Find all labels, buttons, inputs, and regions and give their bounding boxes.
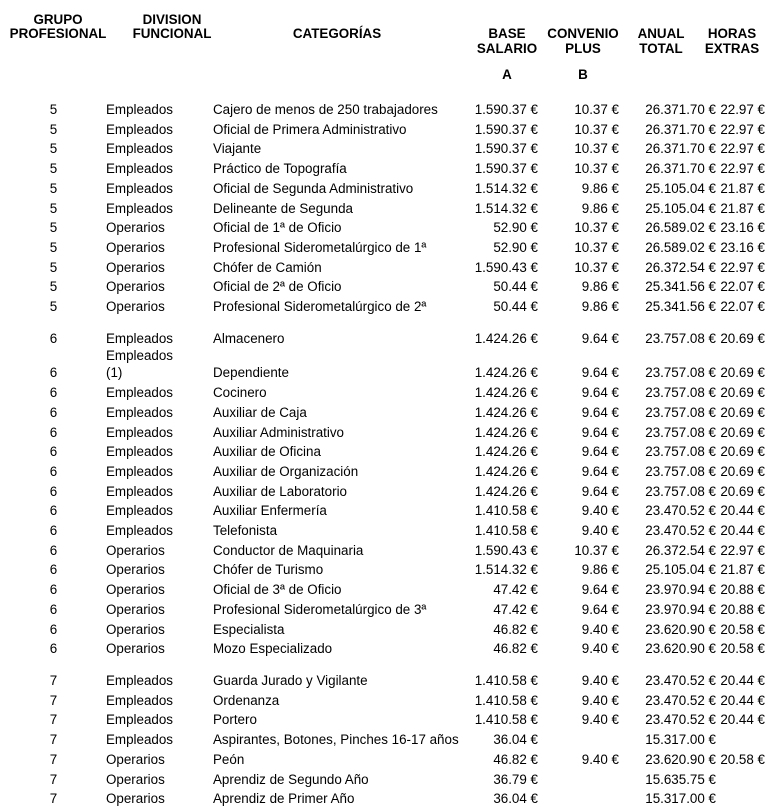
cell-grupo-profesional: 7 bbox=[49, 712, 58, 728]
cell-horas-extras: 23.16 € bbox=[720, 239, 765, 255]
cell-division-funcional: Empleados bbox=[106, 732, 173, 748]
cell-division-funcional: Operarios bbox=[106, 239, 165, 255]
cell-grupo-profesional: 7 bbox=[49, 791, 58, 807]
table-row bbox=[1, 541, 766, 561]
cell-categoria: Auxiliar de Laboratorio bbox=[213, 483, 347, 499]
cell-division-funcional: Operarios bbox=[106, 279, 165, 295]
cell-grupo-profesional: 5 bbox=[49, 141, 58, 157]
cell-anual-total: 23.757.08 € bbox=[645, 483, 716, 499]
cell-anual-total: 23.620.90 € bbox=[645, 751, 716, 767]
table-row bbox=[1, 462, 766, 482]
table-row bbox=[1, 691, 766, 711]
cell-anual-total: 23.620.90 € bbox=[645, 621, 716, 637]
cell-anual-total: 25.105.04 € bbox=[645, 562, 716, 578]
cell-anual-total: 23.757.08 € bbox=[645, 424, 716, 440]
cell-horas-extras: 22.97 € bbox=[720, 542, 765, 558]
cell-anual-total: 23.470.52 € bbox=[645, 503, 716, 519]
cell-base-salario: 1.514.32 € bbox=[474, 180, 538, 196]
cell-base-salario: 1.424.26 € bbox=[474, 365, 538, 381]
table-row bbox=[1, 501, 766, 521]
cell-base-salario: 47.42 € bbox=[493, 601, 538, 617]
cell-grupo-profesional: 6 bbox=[49, 385, 58, 401]
table-row bbox=[1, 639, 766, 659]
cell-anual-total: 26.371.70 € bbox=[645, 102, 716, 117]
cell-grupo-profesional: 5 bbox=[49, 121, 58, 137]
cell-horas-extras: 21.87 € bbox=[720, 180, 765, 196]
cell-categoria: Auxiliar Administrativo bbox=[213, 424, 344, 440]
cell-anual-total: 15.317.00 € bbox=[645, 732, 716, 748]
cell-base-salario: 1.590.37 € bbox=[474, 102, 538, 117]
table-row bbox=[1, 789, 766, 809]
cell-base-salario: 1.590.37 € bbox=[474, 141, 538, 157]
table-row bbox=[1, 297, 766, 317]
cell-base-salario: 36.04 € bbox=[493, 791, 538, 807]
cell-horas-extras: 20.88 € bbox=[720, 582, 765, 598]
cell-division-funcional: Empleados bbox=[106, 483, 173, 499]
cell-grupo-profesional: 6 bbox=[49, 562, 58, 578]
cell-horas-extras: 20.44 € bbox=[720, 503, 765, 519]
cell-horas-extras: 22.97 € bbox=[720, 141, 765, 157]
cell-convenio-plus bbox=[538, 770, 619, 790]
cell-horas-extras: 22.07 € bbox=[720, 279, 765, 295]
cell-base-salario: 1.424.26 € bbox=[474, 444, 538, 460]
cell-anual-total: 23.970.94 € bbox=[645, 582, 716, 598]
cell-division-funcional: Empleados bbox=[106, 404, 173, 420]
cell-horas-extras: 20.58 € bbox=[720, 621, 765, 637]
table-row bbox=[1, 383, 766, 403]
cell-horas-extras: 20.69 € bbox=[720, 463, 765, 479]
header-anual-line2: TOTAL bbox=[639, 41, 683, 56]
cell-anual-total: 26.371.70 € bbox=[645, 141, 716, 157]
cell-division-funcional: Empleados bbox=[106, 672, 173, 688]
group-6 bbox=[0, 329, 766, 659]
cell-categoria: Chófer de Camión bbox=[213, 259, 322, 275]
cell-convenio-plus: 10.37 € bbox=[574, 542, 619, 558]
table-row bbox=[1, 159, 766, 179]
cell-division-funcional: Empleados Empleados bbox=[106, 329, 213, 364]
cell-horas-extras bbox=[716, 770, 765, 790]
cell-base-salario: 52.90 € bbox=[493, 239, 538, 255]
cell-convenio-plus: 10.37 € bbox=[574, 121, 619, 137]
cell-base-salario: 36.04 € bbox=[493, 732, 538, 748]
cell-grupo-profesional: 6 bbox=[49, 463, 58, 479]
cell-division-funcional: Operarios bbox=[106, 601, 165, 617]
cell-division-funcional: (1) bbox=[106, 365, 123, 381]
table-row bbox=[1, 580, 766, 600]
table-row bbox=[1, 139, 766, 159]
table-row bbox=[1, 600, 766, 620]
table-row bbox=[1, 730, 766, 750]
cell-convenio-plus: 9.64 € bbox=[581, 582, 619, 598]
header-division-line2: FUNCIONAL bbox=[132, 26, 212, 41]
cell-grupo-profesional: 5 bbox=[49, 200, 58, 216]
cell-horas-extras: 20.88 € bbox=[720, 601, 765, 617]
cell-division-funcional: Operarios bbox=[106, 582, 165, 598]
table-row bbox=[1, 120, 766, 140]
header-base-line2: SALARIO bbox=[476, 41, 538, 56]
cell-horas-extras: 23.16 € bbox=[720, 220, 765, 236]
cell-horas-extras: 22.97 € bbox=[720, 102, 765, 117]
header-convenio-line2: PLUS bbox=[565, 41, 601, 56]
cell-division-funcional: Operarios bbox=[106, 259, 165, 275]
table-row bbox=[1, 671, 766, 691]
cell-categoria: Conductor de Maquinaria bbox=[213, 542, 364, 558]
table-row bbox=[1, 620, 766, 640]
cell-convenio-plus: 9.64 € bbox=[581, 601, 619, 617]
cell-base-salario: 1.410.58 € bbox=[474, 712, 538, 728]
cell-convenio-plus: 9.40 € bbox=[581, 621, 619, 637]
header-grupo-line2: PROFESIONAL bbox=[9, 26, 107, 41]
cell-categoria: Profesional Siderometalúrgico de 3ª bbox=[213, 601, 427, 617]
header-convenio-line1: CONVENIO bbox=[547, 26, 619, 41]
cell-division-funcional: Empleados bbox=[106, 200, 173, 216]
table-row bbox=[1, 179, 766, 199]
cell-base-salario: 1.590.37 € bbox=[474, 121, 538, 137]
cell-anual-total: 26.371.70 € bbox=[645, 161, 716, 177]
cell-horas-extras: 20.69 € bbox=[720, 365, 765, 381]
cell-grupo-profesional: 6 bbox=[49, 523, 58, 539]
cell-convenio-plus: 9.64 € bbox=[581, 365, 619, 381]
group-5 bbox=[0, 100, 766, 317]
cell-grupo-profesional: 5 bbox=[49, 161, 58, 177]
cell-convenio-plus: 9.86 € bbox=[581, 562, 619, 578]
table-row bbox=[1, 423, 766, 443]
table-body bbox=[0, 100, 766, 809]
cell-grupo-profesional: 6 bbox=[49, 641, 58, 657]
cell-anual-total: 23.757.08 € bbox=[645, 404, 716, 420]
table-row bbox=[1, 218, 766, 238]
header-base-sub-a: A bbox=[502, 67, 512, 82]
cell-anual-total: 26.372.54 € bbox=[645, 542, 716, 558]
cell-horas-extras: 20.44 € bbox=[720, 523, 765, 539]
cell-horas-extras: 20.69 € bbox=[720, 330, 765, 346]
cell-base-salario: 50.44 € bbox=[493, 279, 538, 295]
cell-convenio-plus: 10.37 € bbox=[574, 141, 619, 157]
cell-horas-extras: 20.44 € bbox=[720, 712, 765, 728]
cell-division-funcional: Empleados bbox=[106, 444, 173, 460]
cell-categoria: Oficial de 2ª de Oficio bbox=[213, 279, 342, 295]
cell-grupo-profesional: 5 bbox=[49, 239, 58, 255]
cell-categoria: Oficial de Segunda Administrativo bbox=[213, 180, 414, 196]
cell-horas-extras: 20.69 € bbox=[720, 483, 765, 499]
cell-categoria: Profesional Siderometalúrgico de 1ª bbox=[213, 239, 427, 255]
cell-base-salario: 1.410.58 € bbox=[474, 523, 538, 539]
cell-grupo-profesional: 6 bbox=[49, 582, 58, 598]
cell-division-funcional: Empleados bbox=[106, 523, 173, 539]
cell-base-salario: 46.82 € bbox=[493, 751, 538, 767]
cell-convenio-plus: 9.64 € bbox=[581, 385, 619, 401]
cell-anual-total: 25.341.56 € bbox=[645, 299, 716, 315]
cell-convenio-plus: 9.64 € bbox=[581, 424, 619, 440]
cell-base-salario: 1.410.58 € bbox=[474, 503, 538, 519]
cell-base-salario: 1.410.58 € bbox=[474, 672, 538, 688]
cell-grupo-profesional: 5 bbox=[49, 279, 58, 295]
cell-categoria: Portero bbox=[213, 712, 257, 728]
cell-grupo-profesional: 7 bbox=[49, 751, 58, 767]
cell-categoria: Mozo Especializado bbox=[213, 641, 333, 657]
cell-anual-total: 23.470.52 € bbox=[645, 672, 716, 688]
cell-categoria: Oficial de 1ª de Oficio bbox=[213, 220, 342, 236]
cell-base-salario: 1.424.26 € bbox=[474, 483, 538, 499]
cell-division-funcional: Empleados bbox=[106, 385, 173, 401]
cell-categoria: Aprendiz de Segundo Año bbox=[213, 771, 369, 787]
cell-anual-total: 23.970.94 € bbox=[645, 601, 716, 617]
cell-grupo-profesional: 7 bbox=[49, 771, 58, 787]
cell-categoria: Guarda Jurado y Vigilante bbox=[213, 672, 368, 688]
cell-categoria: Oficial de Primera Administrativo bbox=[213, 121, 407, 137]
cell-base-salario: 1.590.43 € bbox=[474, 542, 538, 558]
cell-categoria: Viajante bbox=[213, 141, 262, 157]
cell-base-salario: 36.79 € bbox=[493, 771, 538, 787]
header-anual-line1: ANUAL bbox=[637, 26, 685, 41]
table-row bbox=[1, 482, 766, 502]
cell-categoria: Cajero de menos de 250 trabajadores bbox=[213, 102, 438, 117]
cell-anual-total: 23.757.08 € bbox=[645, 385, 716, 401]
cell-base-salario: 1.514.32 € bbox=[474, 200, 538, 216]
table-row bbox=[1, 560, 766, 580]
cell-grupo-profesional: 6 bbox=[49, 503, 58, 519]
cell-anual-total: 26.372.54 € bbox=[645, 259, 716, 275]
cell-convenio-plus: 9.86 € bbox=[581, 200, 619, 216]
header-horas-line1: HORAS bbox=[707, 26, 757, 41]
cell-division-funcional: Operarios bbox=[106, 771, 165, 787]
cell-grupo-profesional: 6 bbox=[49, 330, 58, 346]
cell-horas-extras: 20.69 € bbox=[720, 424, 765, 440]
cell-categoria: Dependiente bbox=[213, 365, 289, 381]
cell-grupo-profesional: 5 bbox=[49, 180, 58, 196]
cell-grupo-profesional: 6 bbox=[49, 404, 58, 420]
cell-convenio-plus: 9.64 € bbox=[581, 444, 619, 460]
cell-convenio-plus: 9.64 € bbox=[581, 330, 619, 346]
group-7 bbox=[0, 671, 766, 809]
cell-categoria: Telefonista bbox=[213, 523, 278, 539]
cell-horas-extras bbox=[716, 730, 765, 750]
cell-anual-total: 26.371.70 € bbox=[645, 121, 716, 137]
cell-division-funcional: Operarios bbox=[106, 220, 165, 236]
cell-categoria: Aprendiz de Primer Año bbox=[213, 791, 355, 807]
cell-horas-extras: 20.69 € bbox=[720, 404, 765, 420]
cell-grupo-profesional: 6 bbox=[49, 424, 58, 440]
cell-categoria: Ordenanza bbox=[213, 692, 280, 708]
header-base-line1: BASE bbox=[488, 26, 526, 41]
cell-anual-total: 23.620.90 € bbox=[645, 641, 716, 657]
cell-base-salario: 1.514.32 € bbox=[474, 562, 538, 578]
table-row bbox=[1, 277, 766, 297]
cell-grupo-profesional: 5 bbox=[49, 299, 58, 315]
table-row bbox=[1, 710, 766, 730]
cell-convenio-plus bbox=[538, 789, 619, 809]
cell-division-funcional: Empleados bbox=[106, 712, 173, 728]
cell-categoria: Cocinero bbox=[213, 385, 267, 401]
table-row bbox=[1, 258, 766, 278]
cell-grupo-profesional: 7 bbox=[49, 732, 58, 748]
cell-anual-total: 23.757.08 € bbox=[645, 444, 716, 460]
cell-categoria: Auxiliar Enfermería bbox=[213, 503, 327, 519]
cell-categoria: Chófer de Turismo bbox=[213, 562, 324, 578]
table-row bbox=[1, 199, 766, 219]
cell-horas-extras: 20.58 € bbox=[720, 641, 765, 657]
cell-base-salario: 1.424.26 € bbox=[474, 385, 538, 401]
cell-anual-total: 25.105.04 € bbox=[645, 180, 716, 196]
cell-horas-extras: 20.44 € bbox=[720, 672, 765, 688]
cell-convenio-plus: 10.37 € bbox=[574, 220, 619, 236]
cell-convenio-plus: 9.86 € bbox=[581, 180, 619, 196]
cell-division-funcional: Empleados bbox=[106, 463, 173, 479]
cell-anual-total: 25.341.56 € bbox=[645, 279, 716, 295]
cell-convenio-plus: 9.40 € bbox=[581, 751, 619, 767]
cell-base-salario: 1.590.43 € bbox=[474, 259, 538, 275]
cell-convenio-plus: 9.40 € bbox=[581, 672, 619, 688]
cell-categoria: Oficial de 3ª de Oficio bbox=[213, 582, 342, 598]
cell-convenio-plus: 9.40 € bbox=[581, 503, 619, 519]
cell-grupo-profesional: 7 bbox=[49, 692, 58, 708]
table-row bbox=[1, 363, 766, 383]
table-row bbox=[1, 403, 766, 423]
cell-grupo-profesional: 6 bbox=[49, 483, 58, 499]
cell-horas-extras: 21.87 € bbox=[720, 562, 765, 578]
cell-grupo-profesional: 6 bbox=[49, 621, 58, 637]
header-horas-line2: EXTRAS bbox=[704, 41, 760, 56]
cell-grupo-profesional: 6 bbox=[49, 601, 58, 617]
cell-anual-total: 23.470.52 € bbox=[645, 692, 716, 708]
cell-grupo-profesional: 5 bbox=[49, 220, 58, 236]
cell-grupo-profesional: 6 bbox=[49, 444, 58, 460]
cell-categoria: Peón bbox=[213, 751, 245, 767]
cell-grupo-profesional: 5 bbox=[49, 259, 58, 275]
cell-convenio-plus: 10.37 € bbox=[574, 239, 619, 255]
cell-grupo-profesional: 6 bbox=[49, 542, 58, 558]
cell-division-funcional: Empleados bbox=[106, 102, 173, 117]
cell-division-funcional: Operarios bbox=[106, 621, 165, 637]
cell-horas-extras: 22.97 € bbox=[720, 259, 765, 275]
header-convenio-sub-b: B bbox=[578, 67, 588, 82]
cell-horas-extras: 20.69 € bbox=[720, 385, 765, 401]
cell-categoria: Auxiliar de Caja bbox=[213, 404, 307, 420]
cell-horas-extras bbox=[716, 789, 765, 809]
cell-anual-total: 23.470.52 € bbox=[645, 523, 716, 539]
cell-base-salario: 46.82 € bbox=[493, 641, 538, 657]
cell-division-funcional: Operarios bbox=[106, 562, 165, 578]
table-row bbox=[1, 238, 766, 258]
cell-horas-extras: 20.69 € bbox=[720, 444, 765, 460]
cell-horas-extras: 22.97 € bbox=[720, 121, 765, 137]
cell-base-salario: 50.44 € bbox=[493, 299, 538, 315]
cell-base-salario: 1.424.26 € bbox=[474, 404, 538, 420]
cell-division-extra-line: Empleados bbox=[106, 348, 173, 364]
cell-horas-extras: 22.97 € bbox=[720, 161, 765, 177]
cell-division-funcional: Operarios bbox=[106, 641, 165, 657]
cell-convenio-plus: 9.86 € bbox=[581, 299, 619, 315]
cell-categoria: Auxiliar de Organización bbox=[213, 463, 359, 479]
cell-convenio-plus: 9.40 € bbox=[581, 692, 619, 708]
cell-convenio-plus: 9.64 € bbox=[581, 404, 619, 420]
cell-base-salario: 47.42 € bbox=[493, 582, 538, 598]
cell-division-funcional: Operarios bbox=[106, 751, 165, 767]
cell-base-salario: 1.424.26 € bbox=[474, 330, 538, 346]
cell-horas-extras: 20.58 € bbox=[720, 751, 765, 767]
cell-anual-total: 23.757.08 € bbox=[645, 463, 716, 479]
cell-anual-total: 26.589.02 € bbox=[645, 239, 716, 255]
cell-anual-total: 15.635.75 € bbox=[645, 771, 716, 787]
table-row bbox=[1, 750, 766, 770]
cell-base-salario: 1.424.26 € bbox=[474, 424, 538, 440]
cell-grupo-profesional: 6 bbox=[49, 365, 58, 381]
cell-division-funcional: Operarios bbox=[106, 542, 165, 558]
cell-categoria: Almacenero bbox=[213, 330, 285, 346]
cell-division-funcional: Empleados bbox=[106, 141, 173, 157]
cell-horas-extras: 20.44 € bbox=[720, 692, 765, 708]
cell-grupo-profesional: 7 bbox=[49, 672, 58, 688]
cell-categoria: Aspirantes, Botones, Pinches 16-17 años bbox=[213, 732, 459, 748]
table-header bbox=[0, 0, 766, 100]
cell-horas-extras: 22.07 € bbox=[720, 299, 765, 315]
cell-base-salario: 46.82 € bbox=[493, 621, 538, 637]
cell-categoria: Especialista bbox=[213, 621, 285, 637]
cell-anual-total: 23.757.08 € bbox=[645, 330, 716, 346]
cell-convenio-plus: 9.64 € bbox=[581, 463, 619, 479]
cell-horas-extras: 21.87 € bbox=[720, 200, 765, 216]
table-row bbox=[1, 770, 766, 790]
cell-convenio-plus: 10.37 € bbox=[574, 259, 619, 275]
cell-convenio-plus: 10.37 € bbox=[574, 161, 619, 177]
cell-grupo-profesional: 5 bbox=[49, 102, 58, 117]
cell-base-salario: 1.410.58 € bbox=[474, 692, 538, 708]
cell-anual-total: 25.105.04 € bbox=[645, 200, 716, 216]
cell-division-funcional: Empleados bbox=[106, 180, 173, 196]
cell-convenio-plus: 10.37 € bbox=[574, 102, 619, 117]
cell-base-salario: 1.424.26 € bbox=[474, 463, 538, 479]
cell-categoria: Práctico de Topografía bbox=[213, 161, 347, 177]
cell-convenio-plus bbox=[538, 730, 619, 750]
cell-categoria: Auxiliar de Oficina bbox=[213, 444, 321, 460]
cell-division-funcional: Empleados bbox=[106, 692, 173, 708]
cell-categoria: Delineante de Segunda bbox=[213, 200, 353, 216]
cell-division-funcional: Empleados bbox=[106, 503, 173, 519]
cell-anual-total: 15.317.00 € bbox=[645, 791, 716, 807]
cell-convenio-plus: 9.64 € bbox=[581, 483, 619, 499]
table-row bbox=[1, 521, 766, 541]
cell-division-funcional: Empleados bbox=[106, 161, 173, 177]
header-division-line1: DIVISION bbox=[142, 12, 202, 27]
header-grupo-line1: GRUPO bbox=[33, 12, 83, 27]
cell-division-funcional: Operarios bbox=[106, 791, 165, 807]
table-row bbox=[1, 329, 766, 364]
cell-base-salario: 52.90 € bbox=[493, 220, 538, 236]
cell-anual-total: 23.757.08 € bbox=[645, 365, 716, 381]
header-categorias: CATEGORÍAS bbox=[292, 26, 382, 41]
cell-base-salario: 1.590.37 € bbox=[474, 161, 538, 177]
cell-categoria: Profesional Siderometalúrgico de 2ª bbox=[213, 299, 427, 315]
cell-anual-total: 23.470.52 € bbox=[645, 712, 716, 728]
cell-division-funcional: Operarios bbox=[106, 299, 165, 315]
table-row bbox=[1, 442, 766, 462]
cell-division-funcional: Empleados bbox=[106, 121, 173, 137]
cell-convenio-plus: 9.40 € bbox=[581, 712, 619, 728]
cell-division-funcional: Empleados bbox=[106, 424, 173, 440]
cell-anual-total: 26.589.02 € bbox=[645, 220, 716, 236]
cell-convenio-plus: 9.40 € bbox=[581, 523, 619, 539]
cell-convenio-plus: 9.40 € bbox=[581, 641, 619, 657]
table-row bbox=[1, 100, 766, 120]
cell-convenio-plus: 9.86 € bbox=[581, 279, 619, 295]
